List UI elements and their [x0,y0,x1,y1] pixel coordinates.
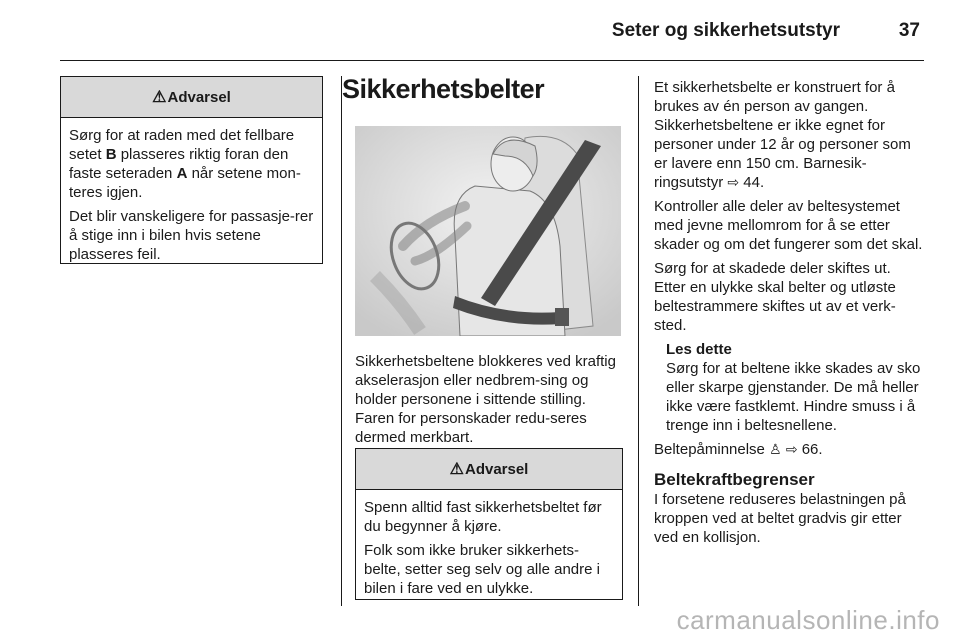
warning-paragraph: Spenn alltid fast sikkerhetsbeltet før du begynner å kjøre. [364,499,602,535]
intro-text: Sikkerhetsbeltene blokkeres ved kraftig akselerasjon eller nedbrem-sing og holder personene i sittende stilling. Faren for personskader redu-seres dermed merkbart. [355,353,616,446]
note-text: Sørg for at beltene ikke skades av sko eller skarpe gjenstander. De må heller ikke være fastklemt. Hindre smuss i å trenge inn i beltesnellene. [666,360,921,434]
column-divider [341,76,342,606]
warning-triangle-icon: ⚠ [152,89,167,106]
page-reference[interactable]: 44. [743,174,765,191]
warning-triangle-icon: ⚠ [449,461,464,478]
warning-text: Sørg for at raden med det fellbare setet [69,127,295,163]
warning-text: plasseres riktig foran den faste seteraden [69,146,289,182]
warning-body [356,490,622,609]
seatbelt-reminder-icon: ♙ [769,441,782,457]
seatbelt-illustration [355,126,621,336]
warning-header [356,449,622,490]
warning-text: når setene mon-teres igjen. [69,165,301,201]
seat-label-b: B [105,146,117,163]
warning-paragraph: Folk som ikke bruker sikkerhets-belte, setter seg selv og alle andre i bilen i fare ved en ulykke. [364,542,600,597]
body-text: Et sikkerhetsbelte er konstruert for å brukes av én person av gangen. Sikkerhetsbeltene er ikke egnet for personer under 12 år og personer som er lavere enn 150 cm. Barnesik-ringsutstyr [654,79,911,191]
right-column [654,78,924,552]
body-paragraph: Sørg for at skadede deler skiftes ut. Etter en ulykke skal belter og utløste beltestrammere skiftes ut av et verk-sted. [654,260,896,334]
subheading: Beltekraftbegrenser [654,470,815,489]
arrow-reference-icon: ⇨ [785,441,798,457]
warning-header [61,77,322,118]
body-paragraph [654,440,924,459]
column-divider [638,76,639,606]
warning-box [355,448,623,600]
warning-body [61,118,322,275]
warning-title: Advarsel [464,460,529,478]
body-paragraph: Kontroller alle deler av beltesystemet med jevne mellomrom for å se etter skader og om det fungerer som det skal. [654,198,923,253]
seat-label-a: A [176,165,188,182]
body-paragraph: I forsetene reduseres belastningen på kroppen ved at beltet gradvis gir etter ved en kollisjon. [654,491,906,546]
page-header [60,18,922,44]
watermark: carmanualsonline.info [676,605,940,635]
arrow-reference-icon: ⇨ [727,174,740,190]
body-paragraph [654,78,924,192]
section-title: Seter og sikkerhetsutstyr [611,20,840,41]
body-text: Beltepåminnelse [654,441,770,458]
warning-paragraph: Det blir vanskeligere for passasje-rer å stige inn i bilen hvis setene plasseres feil. [69,208,314,263]
intro-paragraph [355,352,625,452]
note-title: Les dette [666,341,732,358]
warning-box [60,76,323,264]
header-rule [60,60,924,61]
warning-title: Advarsel [167,88,231,106]
note-block [666,340,924,435]
page-reference[interactable]: 66. [801,441,823,458]
warning-paragraph [69,126,314,202]
page-number: 37 [898,20,920,41]
section-heading: Sikkerhetsbelter [342,74,545,104]
